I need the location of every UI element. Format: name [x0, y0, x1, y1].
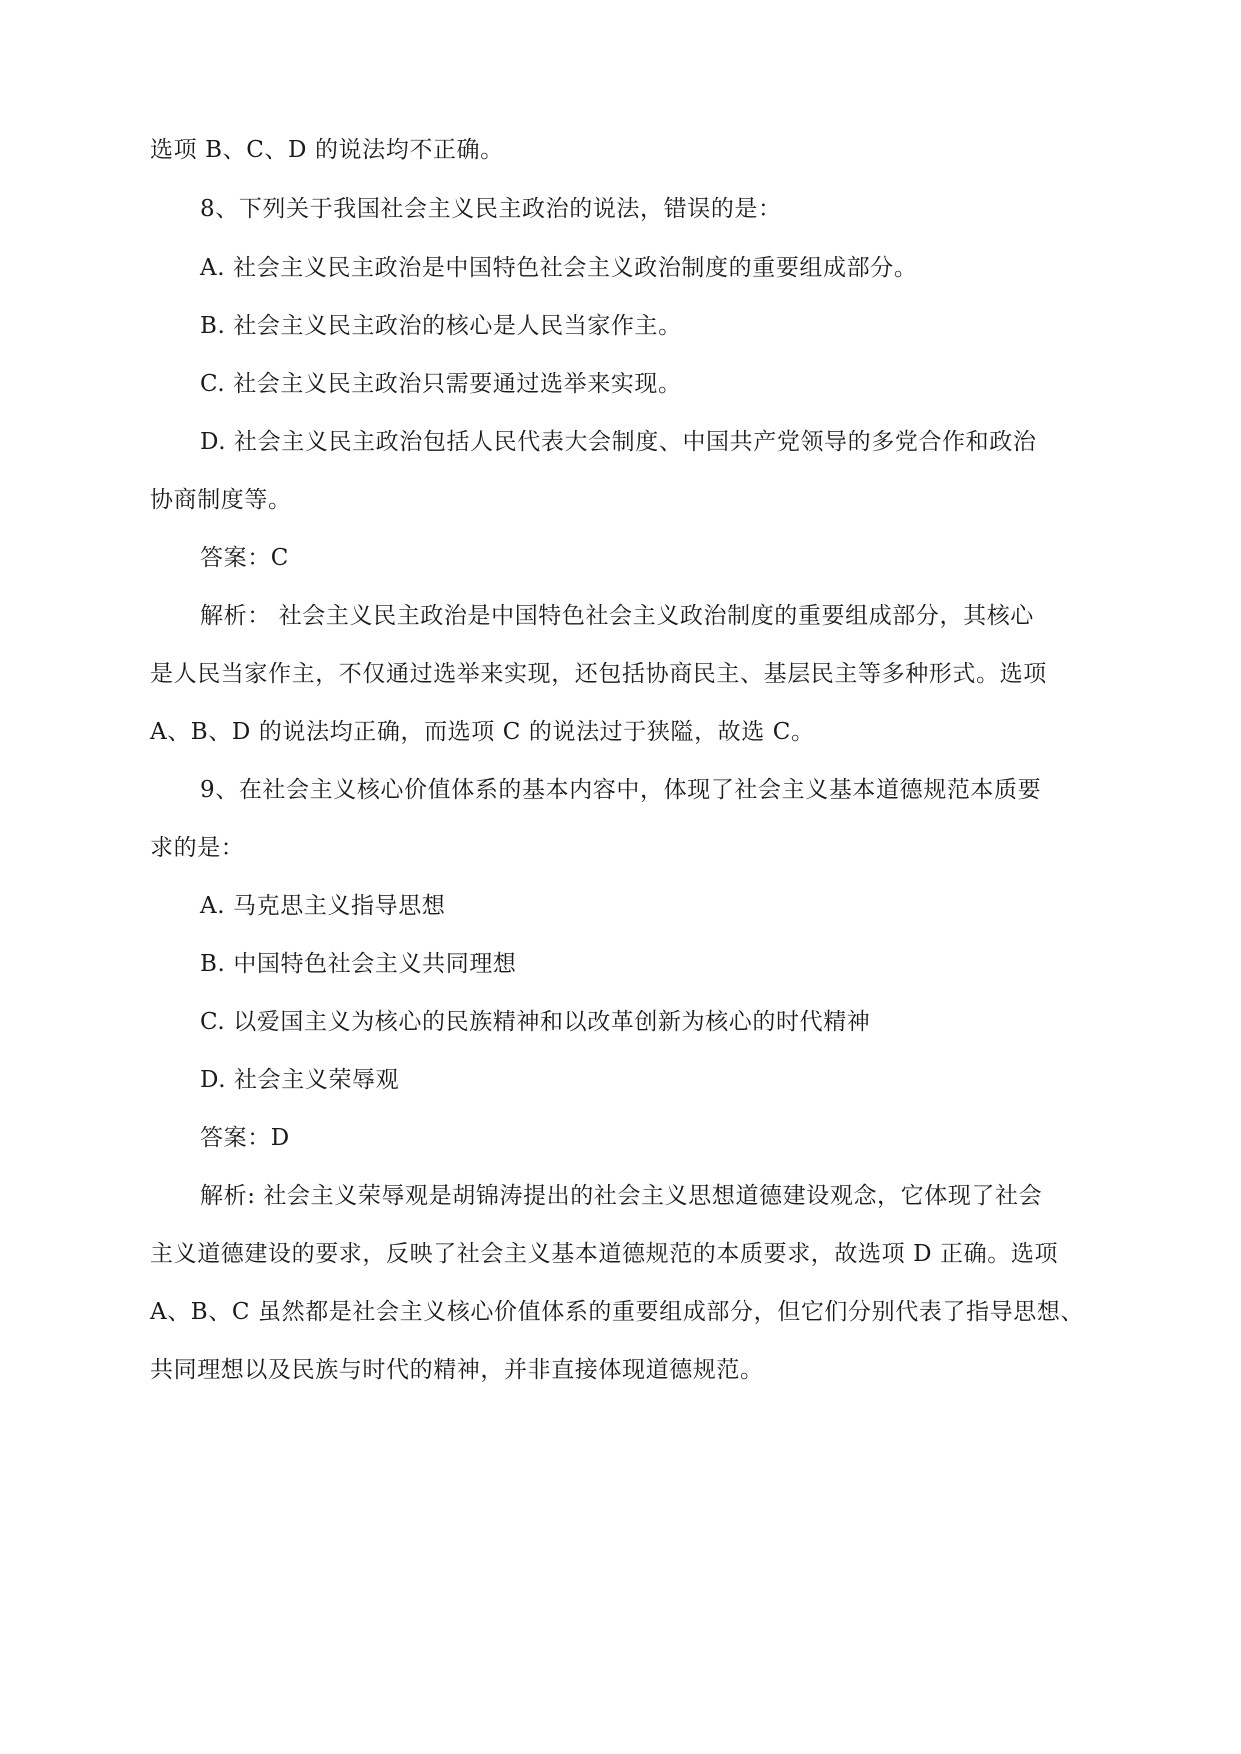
- analysis-8: 解析： 社会主义民主政治是中国特色社会主义政治制度的重要组成部分，其核心: [200, 603, 1034, 629]
- text-line: 选项 B、C、D 的说法均不正确。: [150, 137, 504, 163]
- option-d-continued: 协商制度等。: [150, 487, 292, 513]
- analysis-8-line-3: A、B、D 的说法均正确，而选项 C 的说法过于狭隘，故选 C。: [150, 719, 815, 745]
- analysis-8-line-2: 是人民当家作主，不仅通过选举来实现，还包括协商民主、基层民主等多种形式。选项: [150, 661, 1047, 687]
- answer-9: 答案：D: [200, 1125, 290, 1151]
- option-b: B. 社会主义民主政治的核心是人民当家作主。: [200, 313, 682, 339]
- option-d: D. 社会主义民主政治包括人民代表大会制度、中国共产党领导的多党合作和政治: [200, 429, 1037, 455]
- option-c: C. 社会主义民主政治只需要通过选举来实现。: [200, 371, 682, 397]
- analysis-9-line-2: 主义道德建设的要求，反映了社会主义基本道德规范的本质要求，故选项 D 正确。选项: [150, 1241, 1059, 1267]
- question-9-continued: 求的是：: [150, 835, 245, 861]
- analysis-9: 解析: 社会主义荣辱观是胡锦涛提出的社会主义思想道德建设观念，它体现了社会: [200, 1183, 1043, 1209]
- answer-8: 答案：C: [200, 545, 289, 571]
- option-d: D. 社会主义荣辱观: [200, 1067, 400, 1093]
- analysis-9-line-4: 共同理想以及民族与时代的精神，并非直接体现道德规范。: [150, 1357, 764, 1383]
- option-a: A. 马克思主义指导思想: [200, 893, 446, 919]
- option-a: A. 社会主义民主政治是中国特色社会主义政治制度的重要组成部分。: [200, 255, 918, 281]
- option-b: B. 中国特色社会主义共同理想: [200, 951, 517, 977]
- question-9: 9、在社会主义核心价值体系的基本内容中，体现了社会主义基本道德规范本质要: [200, 777, 1042, 803]
- option-c: C. 以爱国主义为核心的民族精神和以改革创新为核心的时代精神: [200, 1009, 871, 1035]
- analysis-9-line-3: A、B、C 虽然都是社会主义核心价值体系的重要组成部分，但它们分别代表了指导思想、: [150, 1299, 1085, 1325]
- question-8: 8、下列关于我国社会主义民主政治的说法，错误的是：: [200, 196, 782, 222]
